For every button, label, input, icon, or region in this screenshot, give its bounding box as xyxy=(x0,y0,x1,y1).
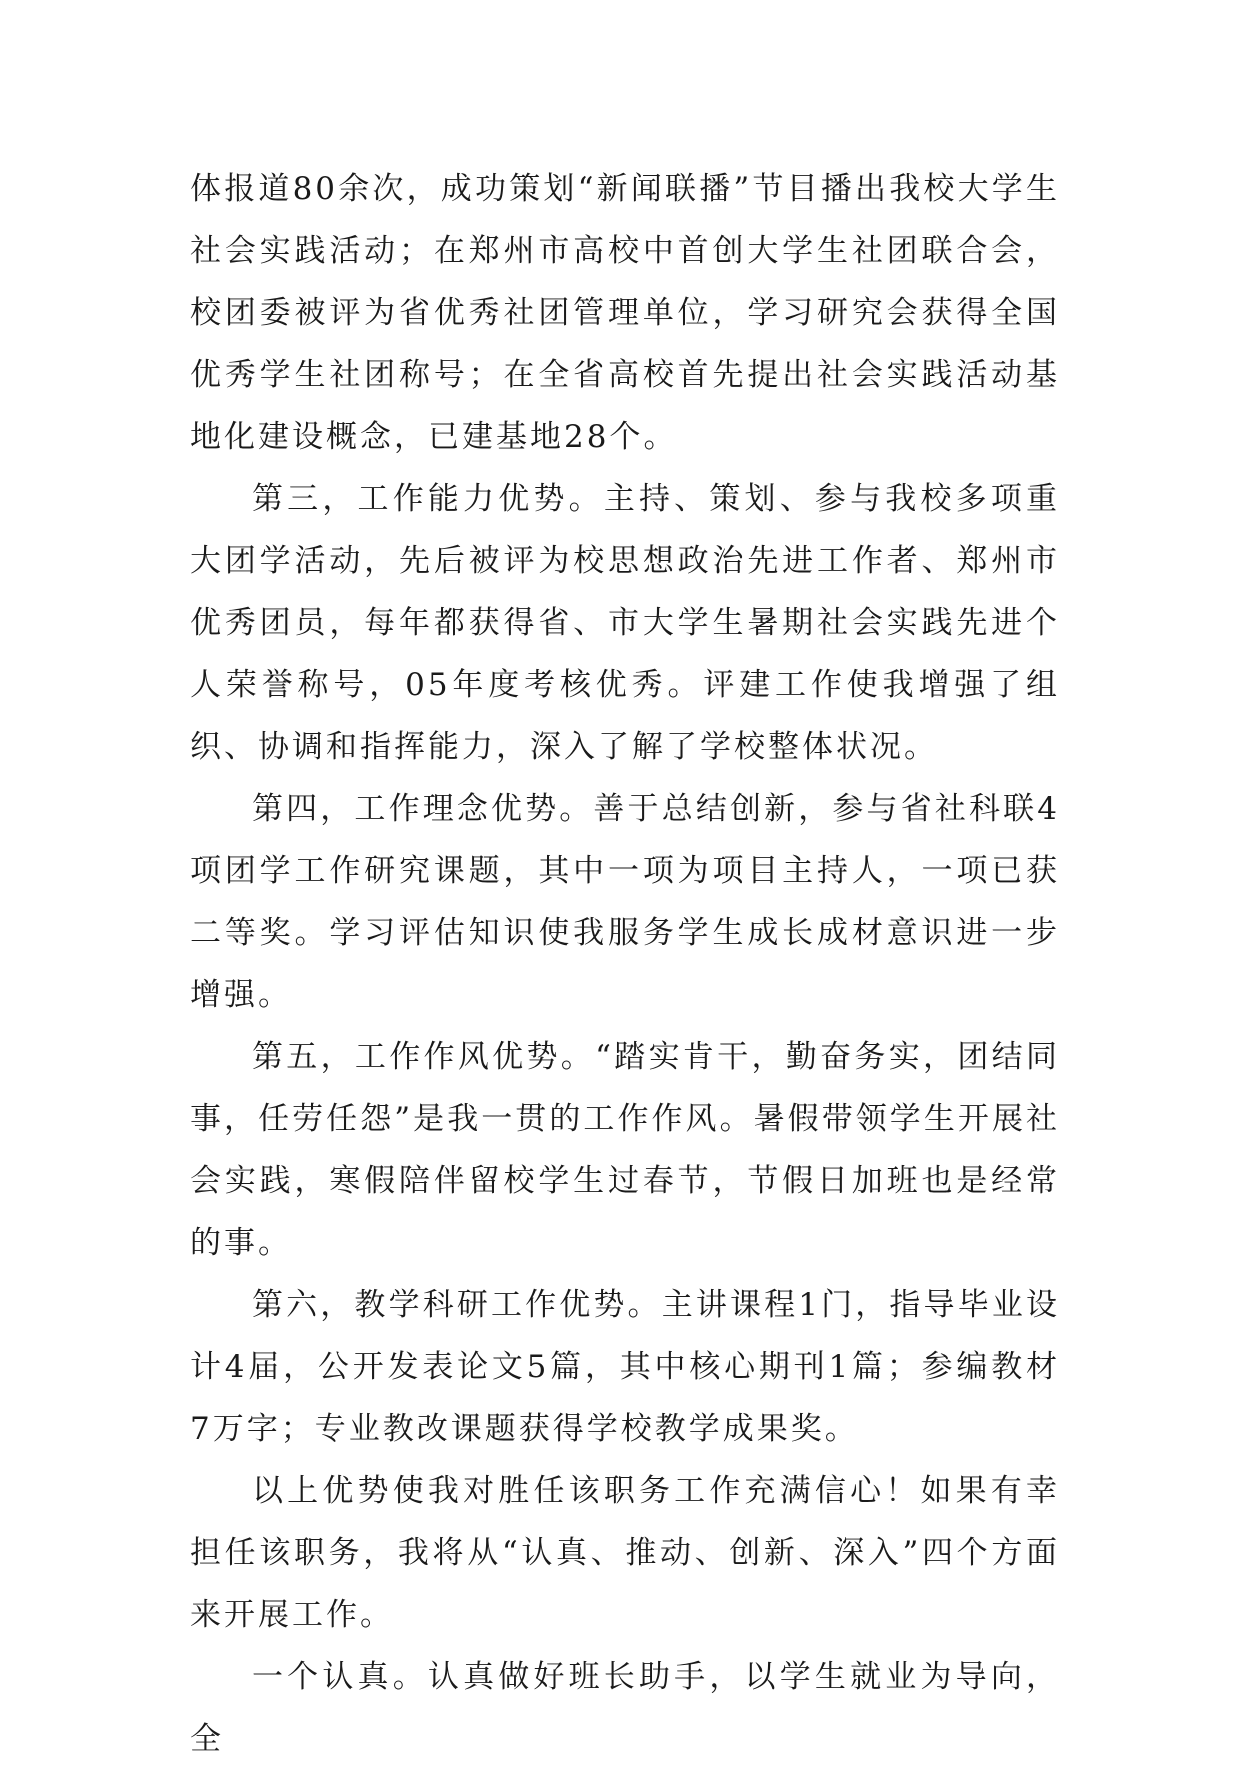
document-body xyxy=(190,158,1060,1770)
paragraph-fifth-advantage: 第五，工作作风优势。“踏实肯干，勤奋务实，团结同事，任劳任怨”是我一贯的工作作风。暑假带领学生开展社会实践，寒假陪伴留校学生过春节，节假日加班也是经常的事。 xyxy=(190,1039,1060,1261)
paragraph-summary: 以上优势使我对胜任该职务工作充满信心！如果有幸担任该职务，我将从“认真、推动、创新、深入”四个方面来开展工作。 xyxy=(190,1473,1060,1633)
paragraph-continuation: 体报道80余次，成功策划“新闻联播”节目播出我校大学生社会实践活动；在郑州市高校中首创大学生社团联合会，校团委被评为省优秀社团管理单位，学习研究会获得全国优秀学生社团称号；在全省高校首先提出社会实践活动基地化建设概念，已建基地28个。 xyxy=(190,171,1060,455)
paragraph-fourth-advantage: 第四，工作理念优势。善于总结创新，参与省社科联4项团学工作研究课题，其中一项为项目主持人，一项已获二等奖。学习评估知识使我服务学生成长成材意识进一步增强。 xyxy=(190,791,1060,1013)
paragraph-sixth-advantage: 第六，教学科研工作优势。主讲课程1门，指导毕业设计4届，公开发表论文5篇，其中核心期刊1篇；参编教材7万字；专业教改课题获得学校教学成果奖。 xyxy=(190,1287,1060,1447)
paragraph-first-plan: 一个认真。认真做好班长助手，以学生就业为导向，全 xyxy=(190,1659,1060,1757)
paragraph-third-advantage: 第三，工作能力优势。主持、策划、参与我校多项重大团学活动，先后被评为校思想政治先进工作者、郑州市优秀团员，每年都获得省、市大学生暑期社会实践先进个人荣誉称号，05年度考核优秀。评建工作使我增强了组织、协调和指挥能力，深入了解了学校整体状况。 xyxy=(190,481,1060,765)
